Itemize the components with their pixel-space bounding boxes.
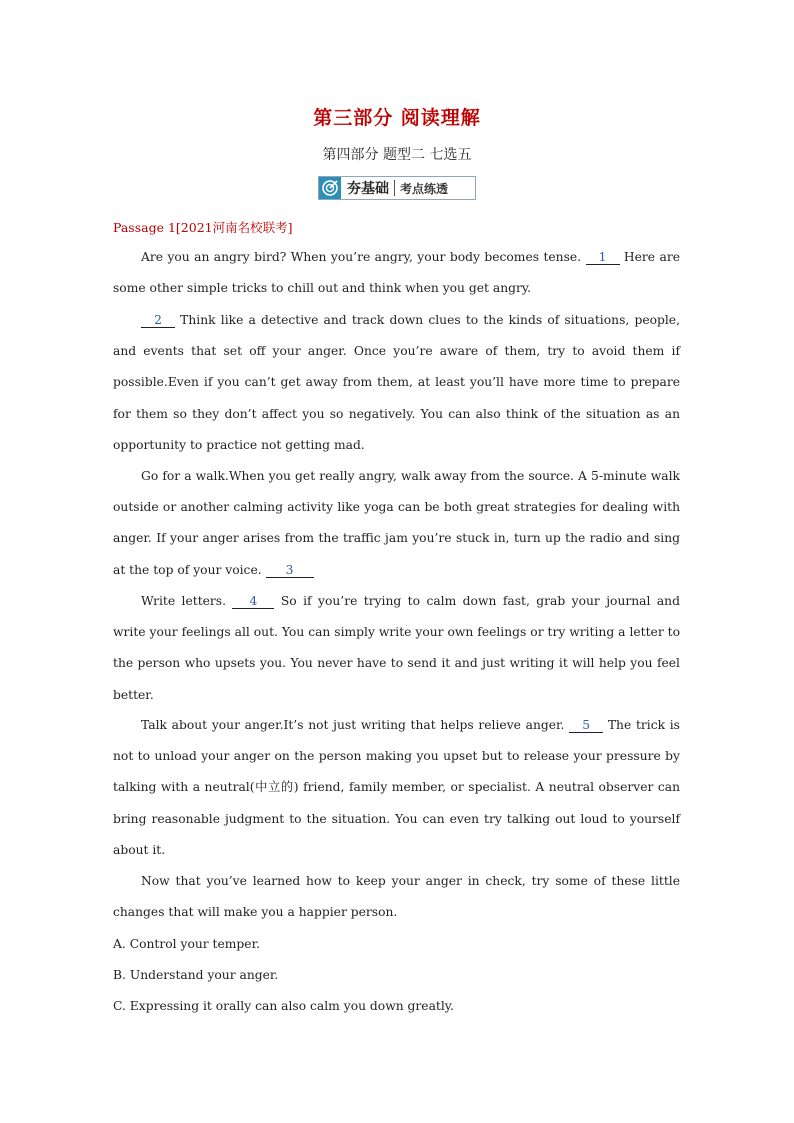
page-subtitle: 第四部分 题型二 七选五	[322, 147, 472, 163]
blank-2: 2	[141, 313, 175, 328]
page-title: 第三部分 阅读理解	[313, 107, 481, 129]
paragraph-1	[113, 242, 680, 304]
paragraph-3	[113, 461, 680, 586]
badge-sub-label: 考点练透	[400, 181, 449, 196]
passage-label: Passage 1[2021河南名校联考]	[113, 220, 293, 235]
paragraph-2	[113, 305, 680, 461]
option-b: B. Understand your anger.	[113, 968, 279, 982]
paragraph-text: Go for a walk.When you get really angry, walk away from the source. A 5-minute walk outside or another calming activity like yoga can be both great strategies for dealing with anger. If your anger arises from the traffic jam you’re stuck in, turn up the radio and sing at the top of your voice.	[113, 469, 680, 577]
paragraph-4	[113, 586, 680, 711]
paragraph-text: Think like a detective and track down clues to the kinds of situations, people, and events that set off your anger. Once you’re aware of them, try to avoid them if possible.Even if you can’t get away from them, at least you’ll have more time to prepare for them so they don’t affect you so negatively. You can also think of the situation as an opportunity to practice not getting mad.	[113, 313, 680, 452]
badge-main-label: 夯基础	[347, 181, 389, 197]
paragraph-text: Now that you’ve learned how to keep your anger in check, try some of these little changes that will make you a happier person.	[113, 874, 680, 920]
paragraph-text: Here are some other simple tricks to chill out and think when you get angry.	[113, 250, 680, 296]
paragraph-text: The trick is not to unload your anger on the person making you upset but to release your pressure by talking with a neutral(中立的) friend, family member, or specialist. A neutral observer can bring reasonable judgment to the situation. You can even try talking out loud to yourself about it.	[113, 718, 680, 857]
paragraph-6	[113, 866, 680, 928]
target-icon	[319, 177, 341, 199]
blank-4: 4	[232, 594, 274, 609]
blank-1: 1	[586, 250, 620, 265]
paragraph-text: Talk about your anger.It’s not just writing that helps relieve anger.	[141, 718, 565, 732]
paragraph-text: Are you an angry bird? When you’re angry, your body becomes tense.	[141, 250, 582, 264]
option-c: C. Expressing it orally can also calm you down greatly.	[113, 999, 455, 1013]
paragraph-5	[113, 710, 680, 866]
blank-3: 3	[266, 563, 314, 578]
section-badge	[318, 176, 476, 200]
paragraph-text: Write letters.	[141, 594, 227, 608]
option-a: A. Control your temper.	[113, 937, 261, 951]
paragraph-text: So if you’re trying to calm down fast, grab your journal and write your feelings all out. You can simply write your own feelings or try writing a letter to the person who upsets you. You never have to send it and just writing it will help you feel better.	[113, 594, 680, 702]
blank-5: 5	[569, 718, 603, 733]
